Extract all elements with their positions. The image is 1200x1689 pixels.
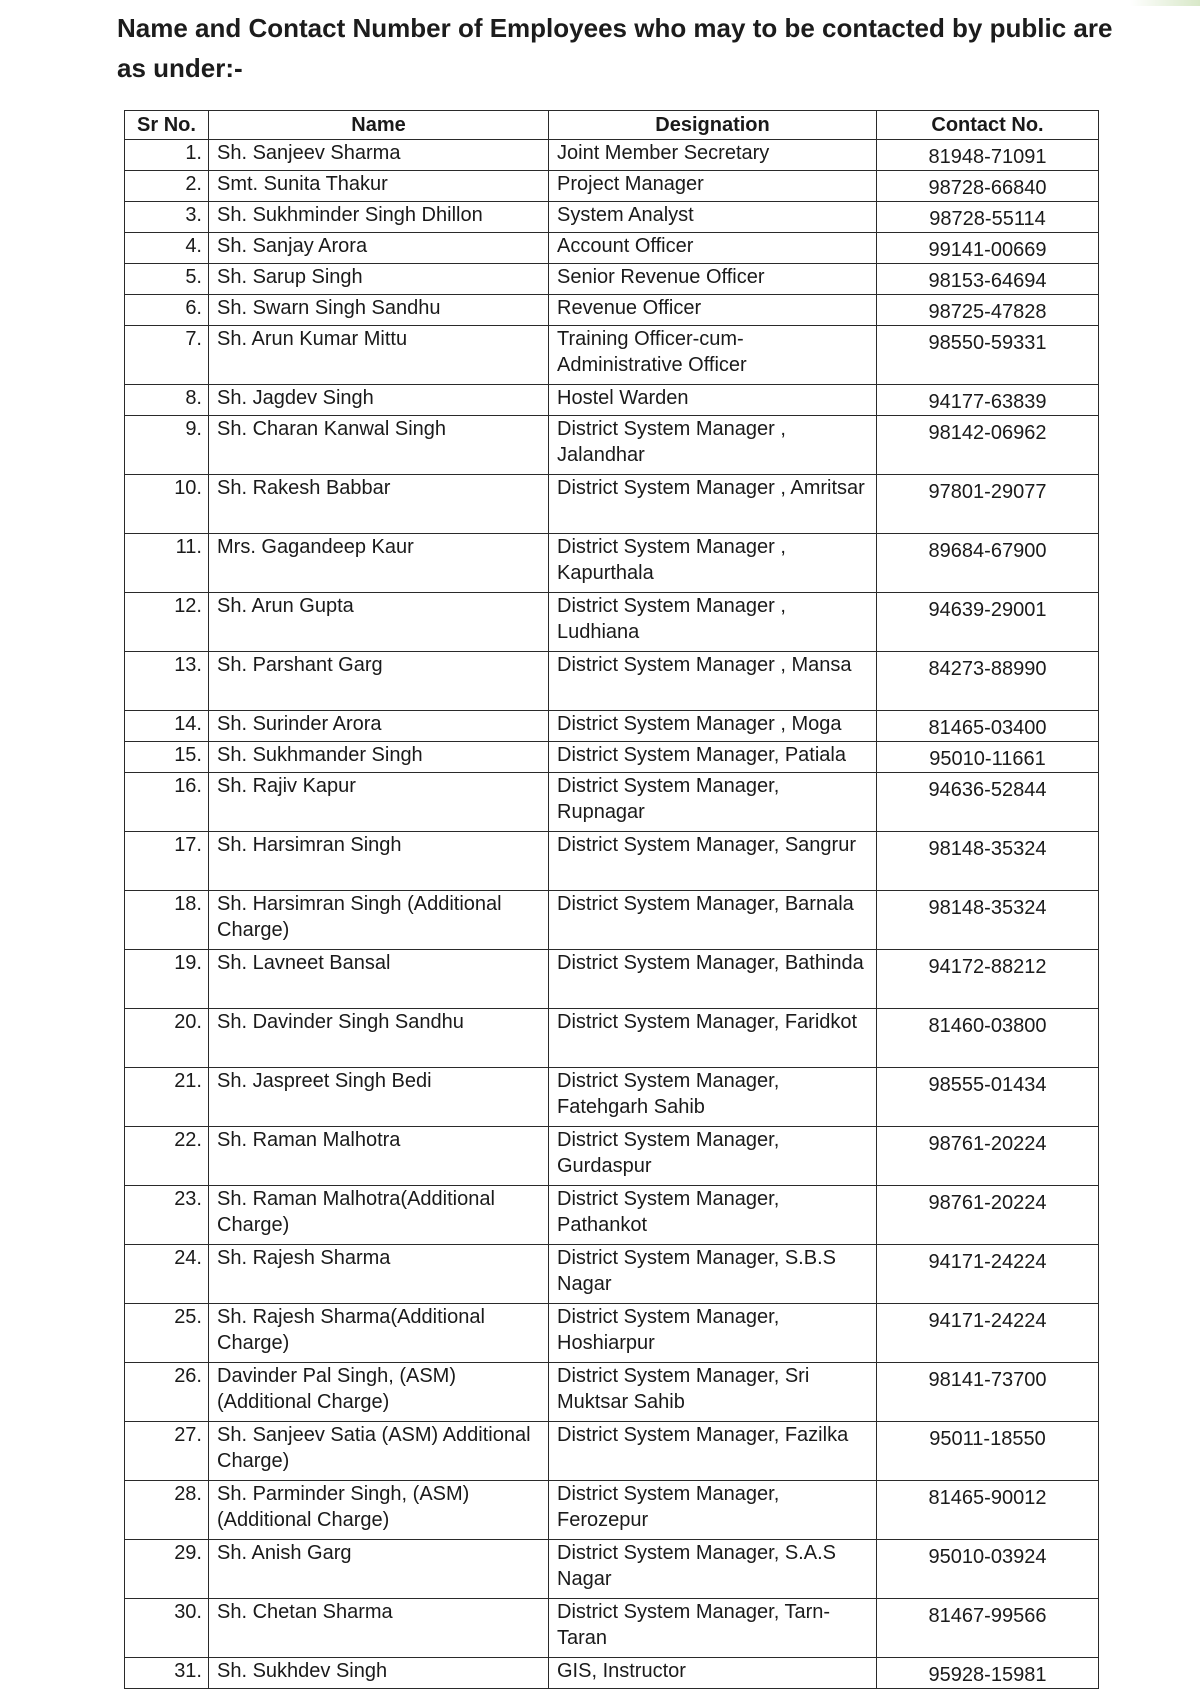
contact-cell: 94171-24224	[877, 1245, 1099, 1304]
table-row	[125, 385, 1099, 416]
table-row	[125, 1658, 1099, 1689]
name-cell: Sh. Chetan Sharma	[209, 1599, 549, 1658]
table-row	[125, 140, 1099, 171]
header-contact-no: Contact No.	[877, 111, 1099, 140]
designation-cell: District System Manager, Fatehgarh Sahib	[549, 1068, 877, 1127]
designation-cell: District System Manager, Hoshiarpur	[549, 1304, 877, 1363]
table-row	[125, 1068, 1099, 1127]
contact-cell: 98142-06962	[877, 416, 1099, 475]
table-row	[125, 773, 1099, 832]
sr-no-cell: 9.	[125, 416, 209, 475]
designation-cell: Training Officer-cum-Administrative Officer	[549, 326, 877, 385]
name-cell: Sh. Sarup Singh	[209, 264, 549, 295]
contact-cell: 99141-00669	[877, 233, 1099, 264]
table-row	[125, 832, 1099, 891]
sr-no-cell: 4.	[125, 233, 209, 264]
table-row	[125, 950, 1099, 1009]
name-cell: Sh. Swarn Singh Sandhu	[209, 295, 549, 326]
name-cell: Sh. Arun Gupta	[209, 593, 549, 652]
name-cell: Davinder Pal Singh, (ASM) (Additional Charge)	[209, 1363, 549, 1422]
name-cell: Sh. Jaspreet Singh Bedi	[209, 1068, 549, 1127]
sr-no-cell: 22.	[125, 1127, 209, 1186]
table-row	[125, 326, 1099, 385]
table-row	[125, 416, 1099, 475]
designation-cell: District System Manager, Tarn-Taran	[549, 1599, 877, 1658]
table-row	[125, 1245, 1099, 1304]
sr-no-cell: 7.	[125, 326, 209, 385]
designation-cell: Project Manager	[549, 171, 877, 202]
designation-cell: District System Manager , Jalandhar	[549, 416, 877, 475]
table-row	[125, 1422, 1099, 1481]
sr-no-cell: 28.	[125, 1481, 209, 1540]
employee-contact-table-wrapper	[124, 110, 1098, 1689]
table-header	[125, 111, 1099, 140]
header-designation: Designation	[549, 111, 877, 140]
contact-cell: 98761-20224	[877, 1127, 1099, 1186]
designation-cell: District System Manager , Ludhiana	[549, 593, 877, 652]
sr-no-cell: 1.	[125, 140, 209, 171]
sr-no-cell: 19.	[125, 950, 209, 1009]
table-row	[125, 711, 1099, 742]
sr-no-cell: 27.	[125, 1422, 209, 1481]
contact-cell: 84273-88990	[877, 652, 1099, 711]
contact-cell: 89684-67900	[877, 534, 1099, 593]
name-cell: Sh. Rajiv Kapur	[209, 773, 549, 832]
sr-no-cell: 12.	[125, 593, 209, 652]
table-row	[125, 1599, 1099, 1658]
contact-cell: 94177-63839	[877, 385, 1099, 416]
designation-cell: District System Manager, Ferozepur	[549, 1481, 877, 1540]
sr-no-cell: 2.	[125, 171, 209, 202]
document-heading: Name and Contact Number of Employees who may to be contacted by public are as under:-	[117, 13, 1113, 83]
designation-cell: System Analyst	[549, 202, 877, 233]
name-cell: Sh. Sanjeev Sharma	[209, 140, 549, 171]
name-cell: Sh. Surinder Arora	[209, 711, 549, 742]
contact-cell: 98725-47828	[877, 295, 1099, 326]
sr-no-cell: 30.	[125, 1599, 209, 1658]
sr-no-cell: 23.	[125, 1186, 209, 1245]
designation-cell: District System Manager, Faridkot	[549, 1009, 877, 1068]
table-row	[125, 171, 1099, 202]
designation-cell: Joint Member Secretary	[549, 140, 877, 171]
table-row	[125, 1481, 1099, 1540]
name-cell: Sh. Sanjay Arora	[209, 233, 549, 264]
contact-cell: 98728-55114	[877, 202, 1099, 233]
name-cell: Sh. Charan Kanwal Singh	[209, 416, 549, 475]
name-cell: Mrs. Gagandeep Kaur	[209, 534, 549, 593]
contact-cell: 81465-03400	[877, 711, 1099, 742]
designation-cell: District System Manager, Fazilka	[549, 1422, 877, 1481]
contact-cell: 94172-88212	[877, 950, 1099, 1009]
sr-no-cell: 24.	[125, 1245, 209, 1304]
contact-cell: 94171-24224	[877, 1304, 1099, 1363]
table-row	[125, 1127, 1099, 1186]
designation-cell: District System Manager, Pathankot	[549, 1186, 877, 1245]
name-cell: Sh. Rajesh Sharma	[209, 1245, 549, 1304]
contact-cell: 81460-03800	[877, 1009, 1099, 1068]
sr-no-cell: 10.	[125, 475, 209, 534]
contact-cell: 95928-15981	[877, 1658, 1099, 1689]
designation-cell: District System Manager , Amritsar	[549, 475, 877, 534]
name-cell: Sh. Raman Malhotra(Additional Charge)	[209, 1186, 549, 1245]
designation-cell: Account Officer	[549, 233, 877, 264]
name-cell: Sh. Sukhmander Singh	[209, 742, 549, 773]
sr-no-cell: 21.	[125, 1068, 209, 1127]
header-sr-no: Sr No.	[125, 111, 209, 140]
table-row	[125, 475, 1099, 534]
sr-no-cell: 8.	[125, 385, 209, 416]
sr-no-cell: 15.	[125, 742, 209, 773]
contact-cell: 98148-35324	[877, 832, 1099, 891]
table-row	[125, 891, 1099, 950]
contact-cell: 81465-90012	[877, 1481, 1099, 1540]
contact-cell: 81467-99566	[877, 1599, 1099, 1658]
sr-no-cell: 13.	[125, 652, 209, 711]
header-name: Name	[209, 111, 549, 140]
table-row	[125, 1009, 1099, 1068]
header-row	[125, 111, 1099, 140]
contact-cell: 98141-73700	[877, 1363, 1099, 1422]
designation-cell: District System Manager , Kapurthala	[549, 534, 877, 593]
contact-cell: 95010-11661	[877, 742, 1099, 773]
contact-cell: 98148-35324	[877, 891, 1099, 950]
sr-no-cell: 16.	[125, 773, 209, 832]
name-cell: Sh. Rajesh Sharma(Additional Charge)	[209, 1304, 549, 1363]
name-cell: Sh. Rakesh Babbar	[209, 475, 549, 534]
sr-no-cell: 29.	[125, 1540, 209, 1599]
sr-no-cell: 18.	[125, 891, 209, 950]
designation-cell: District System Manager, Barnala	[549, 891, 877, 950]
contact-cell: 81948-71091	[877, 140, 1099, 171]
contact-cell: 94639-29001	[877, 593, 1099, 652]
designation-cell: GIS, Instructor	[549, 1658, 877, 1689]
designation-cell: District System Manager, Sri Muktsar Sahib	[549, 1363, 877, 1422]
name-cell: Sh. Parshant Garg	[209, 652, 549, 711]
table-row	[125, 1540, 1099, 1599]
name-cell: Sh. Harsimran Singh (Additional Charge)	[209, 891, 549, 950]
name-cell: Sh. Raman Malhotra	[209, 1127, 549, 1186]
table-row	[125, 534, 1099, 593]
table-row	[125, 202, 1099, 233]
designation-cell: District System Manager, Gurdaspur	[549, 1127, 877, 1186]
contact-cell: 98728-66840	[877, 171, 1099, 202]
designation-cell: Revenue Officer	[549, 295, 877, 326]
table-row	[125, 233, 1099, 264]
sr-no-cell: 20.	[125, 1009, 209, 1068]
name-cell: Sh. Parminder Singh, (ASM) (Additional Charge)	[209, 1481, 549, 1540]
contact-cell: 94636-52844	[877, 773, 1099, 832]
contact-cell: 97801-29077	[877, 475, 1099, 534]
sr-no-cell: 6.	[125, 295, 209, 326]
sr-no-cell: 14.	[125, 711, 209, 742]
designation-cell: District System Manager, S.B.S Nagar	[549, 1245, 877, 1304]
name-cell: Smt. Sunita Thakur	[209, 171, 549, 202]
contact-cell: 98550-59331	[877, 326, 1099, 385]
designation-cell: Hostel Warden	[549, 385, 877, 416]
designation-cell: District System Manager, Rupnagar	[549, 773, 877, 832]
designation-cell: District System Manager, S.A.S Nagar	[549, 1540, 877, 1599]
table-row	[125, 652, 1099, 711]
sr-no-cell: 17.	[125, 832, 209, 891]
table-row	[125, 742, 1099, 773]
sr-no-cell: 25.	[125, 1304, 209, 1363]
table-row	[125, 1363, 1099, 1422]
table-row	[125, 295, 1099, 326]
designation-cell: District System Manager , Moga	[549, 711, 877, 742]
name-cell: Sh. Jagdev Singh	[209, 385, 549, 416]
employee-contact-table	[124, 110, 1099, 1689]
name-cell: Sh. Davinder Singh Sandhu	[209, 1009, 549, 1068]
name-cell: Sh. Harsimran Singh	[209, 832, 549, 891]
sr-no-cell: 3.	[125, 202, 209, 233]
contact-cell: 95011-18550	[877, 1422, 1099, 1481]
designation-cell: District System Manager , Mansa	[549, 652, 877, 711]
name-cell: Sh. Sukhminder Singh Dhillon	[209, 202, 549, 233]
designation-cell: District System Manager, Sangrur	[549, 832, 877, 891]
name-cell: Sh. Sanjeev Satia (ASM) Additional Charge)	[209, 1422, 549, 1481]
name-cell: Sh. Arun Kumar Mittu	[209, 326, 549, 385]
designation-cell: District System Manager, Bathinda	[549, 950, 877, 1009]
name-cell: Sh. Sukhdev Singh	[209, 1658, 549, 1689]
table-row	[125, 593, 1099, 652]
table-body	[125, 140, 1099, 1689]
sr-no-cell: 26.	[125, 1363, 209, 1422]
sr-no-cell: 11.	[125, 534, 209, 593]
designation-cell: District System Manager, Patiala	[549, 742, 877, 773]
table-row	[125, 264, 1099, 295]
contact-cell: 98153-64694	[877, 264, 1099, 295]
contact-cell: 95010-03924	[877, 1540, 1099, 1599]
name-cell: Sh. Anish Garg	[209, 1540, 549, 1599]
contact-cell: 98761-20224	[877, 1186, 1099, 1245]
sr-no-cell: 5.	[125, 264, 209, 295]
table-row	[125, 1304, 1099, 1363]
scan-edge-mark	[1130, 0, 1200, 6]
sr-no-cell: 31.	[125, 1658, 209, 1689]
designation-cell: Senior Revenue Officer	[549, 264, 877, 295]
name-cell: Sh. Lavneet Bansal	[209, 950, 549, 1009]
contact-cell: 98555-01434	[877, 1068, 1099, 1127]
table-row	[125, 1186, 1099, 1245]
